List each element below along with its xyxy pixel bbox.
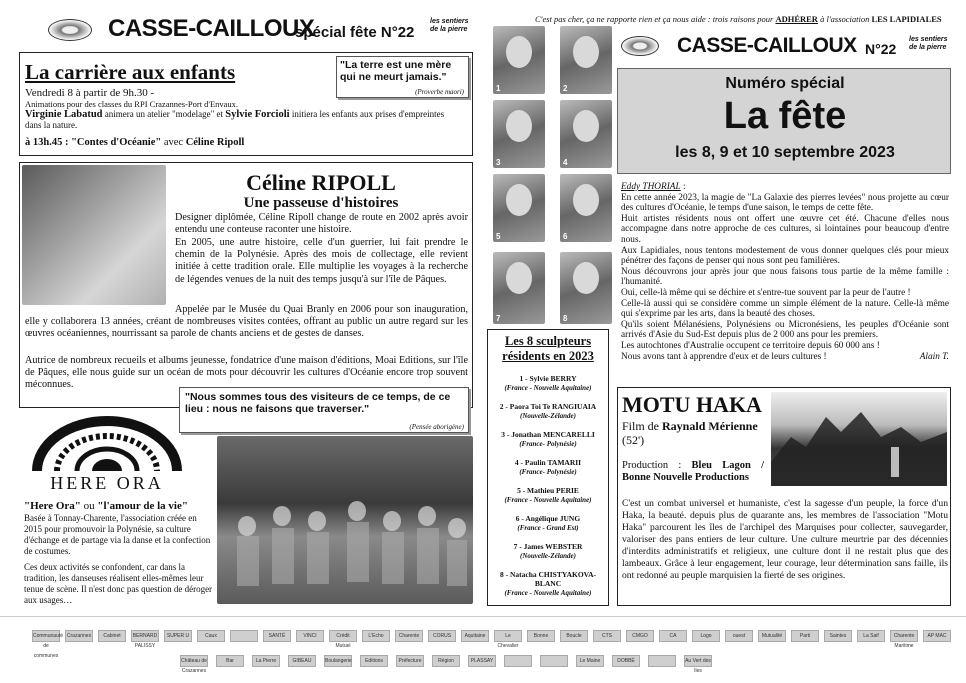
masthead-subtitle: spécial fête N°22 — [295, 24, 415, 41]
portrait-face-icon — [506, 184, 532, 216]
right-masthead-title: CASSE-CAILLOUX — [677, 34, 857, 57]
celine-p3: Appelée par le Musée du Quai Branly en 2006 pour son inauguration, elle y collaborera 13 années, créant de nombreuses visites contées, offrant au public un autre regard sur les œuvres océaniennes, nourrissant sa parole de chants anciens et de gestes de danses. — [25, 304, 468, 340]
portrait-face-icon — [506, 36, 532, 68]
sponsor-logo: Communauté de communes — [32, 630, 60, 642]
sylvie-name: Sylvie Forcioli — [225, 109, 290, 120]
here-ora-title1: "Here Ora" — [24, 500, 81, 512]
edito-p8: Les autochtones d'Australie occupent ce territoire depuis 60 000 ans ! — [621, 340, 880, 351]
carriere-connector: animera un atelier "modelage" et — [102, 109, 226, 119]
motu-photo — [771, 392, 947, 486]
edito-last — [621, 352, 949, 363]
here-ora-title2: "l'amour de la vie" — [97, 500, 188, 512]
sponsor-logo: Le Maine — [576, 655, 604, 667]
sculptor-origin: (Nouvelle-Zélande) — [520, 412, 576, 420]
sponsor-logo — [230, 630, 258, 642]
sponsor-logo: Région — [432, 655, 460, 667]
quote1-box — [336, 56, 469, 98]
here-ora-emblem-icon — [22, 413, 192, 473]
sculptor-portrait — [493, 252, 545, 324]
celine-p2: En 2005, une autre histoire, celle d'un guerrier, lui fait prendre le chemin de la Polynésie. Après des mois de collectage, elle revient initiée à cette tradition orale. Elle multiplie les voyages à la recherche de légendes venues de la nuit des temps jusqu'à sur l'île de Pâques. — [175, 237, 468, 285]
tagline — [535, 14, 955, 24]
contes-time: à 13h.45 : "Contes d'Océanie" — [25, 137, 162, 148]
edito-p3: Aux Lapidiales, nous tentons modestement de vous donner quelques clés pour mieux pénétrer des façons de penser qui nous sont peu familières. — [621, 245, 949, 267]
tagline-pre: C'est pas cher, ça ne rapporte rien et ça nous aide : trois raisons pour — [535, 14, 776, 24]
celine-photo — [22, 165, 166, 305]
sponsor-logo: Caux — [197, 630, 225, 642]
sponsor-logo: Crazannes — [65, 630, 93, 642]
sculptor-name: 8 - Natacha CHISTYAKOVA-BLANC — [499, 570, 597, 588]
portrait-face-icon — [506, 110, 532, 142]
motu-director: Raynald Mérienne — [662, 419, 758, 433]
sculptor-name: 2 - Paora Toi Te RANGIUAIA — [499, 402, 597, 411]
sculpteurs-title: Les 8 sculpteurs résidents en 2023 — [502, 334, 594, 363]
carriere-date: Vendredi 8 à partir de 9h.30 - — [25, 87, 155, 99]
celine-subtitle: Une passeuse d'histoires — [243, 195, 399, 211]
portrait-face-icon — [573, 36, 599, 68]
sponsor-logo: VINCI — [296, 630, 324, 642]
portrait-number: 5 — [496, 232, 501, 241]
sentiers-badge: les sentiers de la pierre — [430, 18, 469, 33]
sculptor-origin: (France - Nouvelle Aquitaine) — [504, 589, 592, 597]
motu-body: C'est un combat universel et humaniste, c'est la sagesse d'un peuple, la force d'un Haka, la beauté. depuis plus de quarante ans, les membres de l'association "Motu Haka" parcourent les îles de l'archipel des Marquises pour collecter, sauvegarder, valoriser des pans entiers de leur culture. Une culture meurtrie par des décennies d'interdits administratifs et religieux, une culture dont il ne restait plus que des lambeaux. Grâce à leur engagement, leur courage, leur détermination sans faille, ils ont redonné au peuple marquisien la fierté de ses origines. — [622, 498, 948, 581]
special-line3: les 8, 9 et 10 septembre 2023 — [675, 144, 895, 161]
sponsor-logo: Parti — [791, 630, 819, 642]
special-box — [617, 68, 951, 174]
quote2-text: "Nous sommes tous des visiteurs de ce temps, de ce lieu : nous ne faisons que traverser." — [185, 391, 451, 415]
sculptor-name: 6 - Angélique JUNG — [515, 514, 581, 523]
sponsor-logo: Charente — [395, 630, 423, 642]
edito-p1: En cette année 2023, la magie de "La Galaxie des pierres levées" nous projette au cœur des cultures d'Océanie, le temps d'une saison, le temps de cette fête. — [621, 192, 949, 214]
motu-film — [622, 419, 770, 447]
sponsor-logo — [504, 655, 532, 667]
sponsor-logo: Saintes — [824, 630, 852, 642]
sculptor-origin: (France - Nouvelle Aquitaine) — [504, 384, 592, 392]
sculptor-portrait — [560, 100, 612, 168]
celine-p4: Autrice de nombreux recueils et albums jeunesse, fondatrice d'une maison d'éditions, Moai Editions, sur l'île de Pâques, elle nous guide sur un océan de mots pour découvrir les cultures d'Océanie encore trop souvent méconnues. — [25, 355, 468, 391]
sponsor-logo: La Saif — [857, 630, 885, 642]
sponsor-logo — [648, 655, 676, 667]
carriere-line1: Animations pour des classes du RPI Crazannes-Port d'Envaux. — [25, 99, 239, 109]
here-ora-logo-text: HERE ORA — [50, 473, 164, 493]
sculptor-portrait — [493, 26, 545, 94]
mountain-landscape-icon — [771, 392, 947, 486]
celine-p1: Designer diplômée, Céline Ripoll change de route en 2002 après avoir entendu une conteuse raconter une histoire. — [175, 212, 468, 236]
sculptor-name: 5 - Mathieu PERIE — [517, 486, 579, 495]
sponsor-logo: Cabinet — [98, 630, 126, 642]
sculptor-origin: (France- Polynésie) — [519, 440, 577, 448]
portrait-number: 4 — [563, 158, 568, 167]
sponsor-logo: Château de Crazannes — [180, 655, 208, 667]
sponsor-logo: CMGO — [626, 630, 654, 642]
sculptor-name: 7 - James WEBSTER — [513, 542, 583, 551]
quote2-source: (Pensée aborigène) — [409, 423, 464, 431]
here-ora-logo — [22, 413, 192, 495]
edito-author: Eddy THORIAL — [621, 182, 681, 192]
sponsor-logo — [540, 655, 568, 667]
contes-name: Céline Ripoll — [185, 137, 245, 148]
edito-author-line — [621, 182, 949, 193]
special-line2: La fête — [723, 95, 847, 137]
left-masthead — [22, 12, 472, 46]
motu-title: MOTU HAKA — [622, 392, 762, 417]
sponsor-logo: La Pierre — [252, 655, 280, 667]
sponsor-logo: CTS — [593, 630, 621, 642]
portrait-number: 2 — [563, 84, 568, 93]
sponsor-logo: Aquitaine — [461, 630, 489, 642]
edito-p7: Qu'ils soient Mélanésiens, Polynésiens ou Micronésiens, les peuples d'Océanie sont arrivés d'Asie du Sud-Est depuis plus de 2 000 ans pour les premiers. — [621, 319, 949, 341]
lapidiales-logo-icon — [48, 19, 92, 41]
sculptor-origin: (Nouvelle-Zélande) — [520, 552, 576, 560]
motu-film-pre: Film de — [622, 419, 663, 433]
right-masthead — [617, 32, 951, 64]
sculptor-portrait — [560, 26, 612, 94]
sponsor-logo: SUPER U — [164, 630, 192, 642]
sponsor-logo: Boulangerie — [324, 655, 352, 667]
sponsor-logo: Bar — [216, 655, 244, 667]
motu-box — [617, 387, 951, 606]
here-ora-p1: Basée à Tonnay-Charente, l'association créée en 2015 pour promouvoir la Polynésie, sa culture d'échange et de partage via la danse et la confection de costumes. — [24, 513, 211, 556]
sponsor-logo: Editions — [360, 655, 388, 667]
right-lapidiales-logo-icon — [621, 36, 659, 56]
sculptor-name: 3 - Jonathan MENCARELLI — [501, 430, 595, 439]
carriere-contes — [25, 137, 244, 148]
edito-p4: Nous découvrons jour après jour que nous faisons tous partie de la même famille : l'humanité. — [621, 266, 949, 288]
sponsor-logo: AP MAC — [923, 630, 951, 642]
sponsor-logo: Crédit Mutuel — [329, 630, 357, 642]
sculptor-name: 1 - Sylvie BERRY — [519, 374, 577, 383]
sculpteurs-box — [487, 329, 609, 606]
portrait-number: 8 — [563, 314, 568, 323]
here-ora-title — [24, 500, 214, 512]
portrait-face-icon — [506, 262, 532, 294]
sculptor-origin: (France- Polynésie) — [519, 468, 577, 476]
sponsor-logo: CORUS — [428, 630, 456, 642]
edito-p2: Huit artistes résidents nous ont offert une œuvre cet été. Chacune d'elles nous accompagne dans notre approche de ces cultures, si lointaines pour beaucoup d'entre nous. — [621, 213, 949, 245]
masthead-title: CASSE-CAILLOUX — [108, 15, 315, 42]
portrait-face-icon — [573, 262, 599, 294]
motu-production — [622, 460, 764, 484]
sponsor-logo: Logo — [692, 630, 720, 642]
quote1-source: (Proverbe maori) — [415, 88, 464, 96]
portrait-face-icon — [573, 184, 599, 216]
portrait-number: 1 — [496, 84, 501, 93]
sculptor-name: 4 - Paulin TAMARII — [514, 458, 582, 467]
edito — [621, 182, 949, 362]
sponsor-logo: ouest — [725, 630, 753, 642]
edito-p9: Nous avons tant à apprendre d'eux et de leurs cultures ! — [621, 351, 827, 362]
edito-author-suffix: : — [680, 182, 686, 192]
tagline-adherer: ADHÉRER — [775, 14, 818, 24]
sculptor-origin: (France - Nouvelle Aquitaine) — [504, 496, 592, 504]
sculptor-portrait — [560, 252, 612, 324]
sculptor-portrait — [560, 174, 612, 242]
sponsor-logo: DOBBÉ — [612, 655, 640, 667]
sponsor-logo: CA — [659, 630, 687, 642]
motu-duration: (52') — [622, 433, 645, 447]
celine-name: Céline RIPOLL — [246, 170, 396, 195]
edito-p6: Celle-là aussi qui se considère comme un simple élément de la nature. Celle-là même qui s'exprime par les arts, dans la beauté des choses. — [621, 298, 949, 320]
carriere-rest: initiera les enfants aux prises d'empreintes dans la nature. — [25, 109, 445, 130]
right-masthead-number: N°22 — [865, 41, 897, 57]
tagline-mid: à l'association — [817, 14, 872, 24]
portrait-face-icon — [573, 110, 599, 142]
sponsor-logo: Au Vert des Iles — [684, 655, 712, 667]
edito-p5: Oui, celle-là même qui se déchire et s'entre-tue souvent par la peur de l'autre ! — [621, 287, 911, 298]
contes-mid: avec — [161, 137, 186, 148]
portrait-number: 6 — [563, 232, 568, 241]
dancers-photo — [217, 436, 473, 604]
portrait-number: 3 — [496, 158, 501, 167]
sculptor-portrait — [493, 174, 545, 242]
here-ora-p2: Ces deux activités se confondent, car dans la tradition, les danseuses réalisent elles-mêmes leur tenue de scène. Il n'est donc pas question de déroger aux usages… — [24, 562, 213, 605]
here-ora-title-mid: ou — [80, 500, 98, 512]
sponsor-logo: Bonne — [527, 630, 555, 642]
tagline-lapidiales: LES LAPIDIALES — [871, 14, 942, 24]
carriere-heading: La carrière aux enfants — [25, 60, 236, 84]
virginie-name: Virginie Labatud — [25, 109, 103, 120]
special-line1: Numéro spécial — [725, 75, 845, 92]
sponsor-logo: Préfecture — [396, 655, 424, 667]
sponsor-logo: PLASSAY — [468, 655, 496, 667]
sponsor-logo: Le Chevalier — [494, 630, 522, 642]
sponsor-logo: SANTÉ — [263, 630, 291, 642]
sculptor-portrait — [493, 100, 545, 168]
edito-signature: Alain T. — [919, 351, 949, 362]
portrait-number: 7 — [496, 314, 501, 323]
quote2-box — [179, 387, 469, 433]
right-sentiers-badge: les sentiers de la pierre — [909, 36, 948, 51]
motu-prod-pre: Production : — [622, 460, 692, 471]
motu-prod: Bleu Lagon / Bonne Nouvelle Productions — [622, 460, 764, 483]
sponsor-logo: BERNARD PALISSY — [131, 630, 159, 642]
sponsor-logo: L'Echo — [362, 630, 390, 642]
sculptor-origin: (France - Grand Est) — [517, 524, 579, 532]
sponsor-logo: Charente Maritime — [890, 630, 918, 642]
sponsor-logo: Mutualité — [758, 630, 786, 642]
dancers-silhouettes-icon — [217, 436, 473, 604]
sponsor-logo: Boucle — [560, 630, 588, 642]
carriere-text — [25, 109, 455, 131]
sponsor-logo: GIBEAU — [288, 655, 316, 667]
quote1-text: "La terre est une mère qui ne meurt jamais." — [340, 59, 452, 83]
